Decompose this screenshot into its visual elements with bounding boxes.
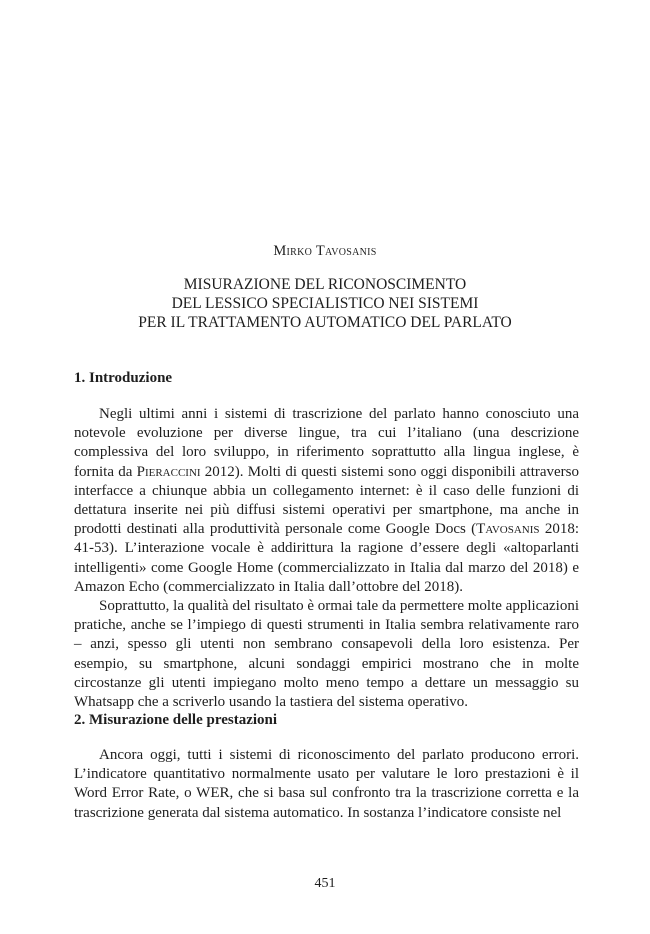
citation-author: Pieraccini [136, 463, 201, 480]
paragraph: Soprattutto, la qualità del risultato è ormai tale da permettere molte applicazioni pratiche, anche se l’impiego di questi strumenti in Italia sembra relativamente raro – anzi, spesso gli utenti non sembrano consapevoli della loro esistenza. Per esempio, su smartphone, alcuni sondaggi empirici mostrano che in molte circostanze gli utenti impiegano molto meno tempo a dettare un messaggio su Whatsapp che a scriverlo usando la tastiera del sistema operativo. [74, 598, 579, 711]
title-line: MISURAZIONE DEL RICONOSCIMENTO [183, 276, 467, 293]
paper-title [0, 275, 650, 332]
paragraph-text: Negli ultimi anni i sistemi di trascrizione del parlato hanno conosciuto una notevole evoluzione per diverse lingue, tra cui l’italiano (una descrizione complessiva del loro sviluppo, in riferimento soprattutto alla lingua inglese, è fornita da [74, 406, 579, 480]
paragraph: Ancora oggi, tutti i sistemi di riconoscimento del parlato producono errori. L’indicatore quantitativo normalmente usato per valutare le loro prestazioni è il Word Error Rate, o WER, che si basa sul confronto tra la trascrizione corretta e la trascrizione generata dal sistema automatico. In sostanza l’indicatore consiste nel [74, 747, 579, 821]
paragraph-text: 2018: 41-53). L’interazione vocale è addirittura la ragione d’essere degli «altoparlanti intelligenti» come Google Home (commercializzato in Italia dal marzo del 2018) e Amazon Echo (commercializzato in Italia dall’ottobre del 2018). [74, 521, 579, 595]
page-number: 451 [314, 876, 336, 891]
citation-author: Tavosanis [476, 521, 540, 538]
section-heading-introduzione: 1. Introduzione [74, 370, 173, 386]
paragraph [74, 405, 579, 597]
section-body-misurazione [74, 746, 579, 823]
paragraph-text: 2012). Molti di questi sistemi sono oggi disponibili attraverso interfacce a chiunque abbia un collegamento internet: è il caso delle funzioni di dettatura inserite nei più diffusi sistemi operativi per smartphone, ma anche in prodotti destinati alla produttività personale come Google Docs ( [74, 463, 580, 538]
section-heading-misurazione: 2. Misurazione delle prestazioni [74, 712, 278, 728]
title-line: PER IL TRATTAMENTO AUTOMATICO DEL PARLATO [138, 314, 512, 331]
title-line: DEL LESSICO SPECIALISTICO NEI SISTEMI [171, 295, 479, 312]
section-body-introduzione [74, 405, 579, 712]
author-name: Mirko Tavosanis [273, 243, 377, 259]
